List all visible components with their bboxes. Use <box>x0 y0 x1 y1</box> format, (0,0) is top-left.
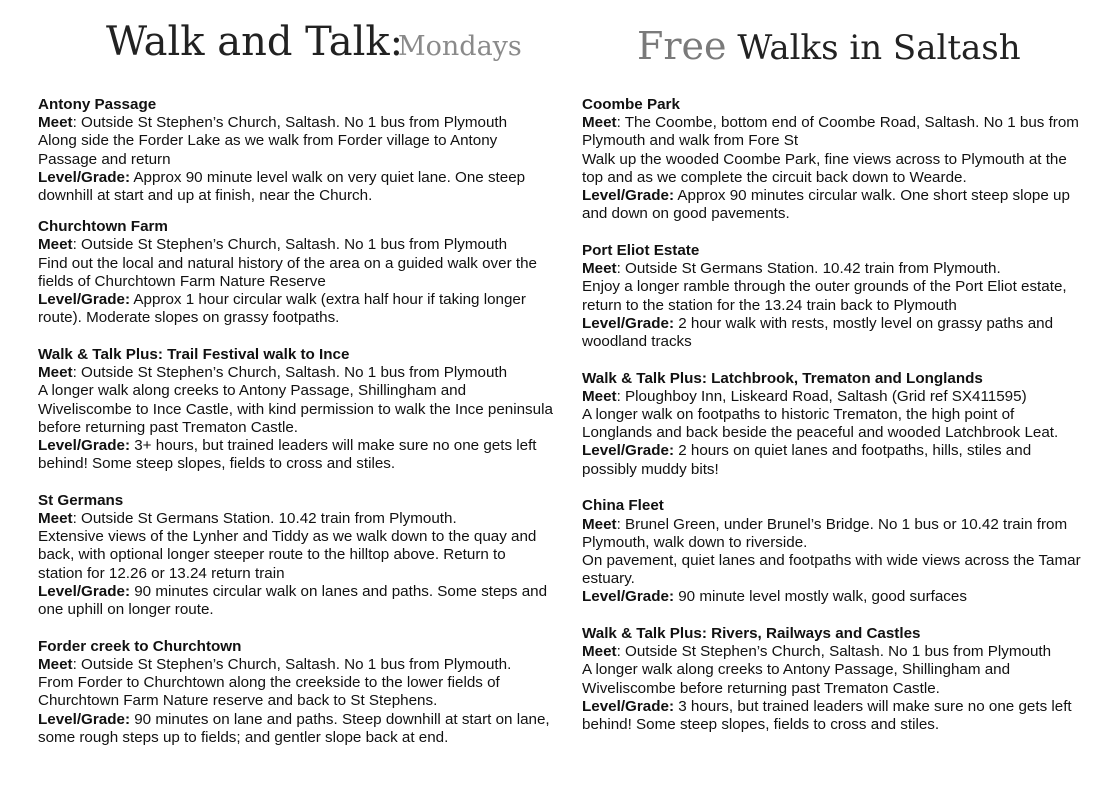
level-label: Level/Grade: <box>582 314 675 332</box>
meet-text: : Outside St Germans Station. 10.42 train from Plymouth. <box>72 510 457 528</box>
walk-entry <box>582 370 1087 479</box>
walk-entry <box>38 638 553 747</box>
level-text: Approx 1 hour circular walk (extra half hour if taking longer route). Moderate slopes on grassy footpaths. <box>38 291 526 327</box>
walk-meet <box>38 510 553 528</box>
walk-description: On pavement, quiet lanes and footpaths with wide views across the Tamar estuary. <box>582 551 1081 588</box>
day-subtitle: Mondays <box>398 31 522 62</box>
page-title: Walk and Talk: <box>106 19 404 65</box>
walk-meet <box>38 114 553 132</box>
level-label: Level/Grade: <box>582 187 675 205</box>
meet-label: Meet <box>582 643 617 661</box>
level-text: 2 hours on quiet lanes and footpaths, hills, stiles and possibly muddy bits! <box>582 442 1032 478</box>
walk-meet <box>582 388 1087 406</box>
walk-description: A longer walk along creeks to Antony Passage, Shillingham and Wiveliscombe to Ince Castle, with kind permission to walk the Ince peninsula before returning past Trematon Castle. <box>38 382 553 436</box>
walk-description: Walk up the wooded Coombe Park, fine views across to Plymouth at the top and as we complete the circuit back down to Wearde. <box>582 150 1067 186</box>
walk-description: Along side the Forder Lake as we walk from Forder village to Antony Passage and return <box>38 132 498 168</box>
meet-label: Meet <box>38 114 73 132</box>
meet-label: Meet <box>38 364 73 382</box>
walk-meet <box>582 114 1087 150</box>
walk-name: China Fleet <box>582 497 664 515</box>
level-label: Level/Grade: <box>38 436 131 454</box>
meet-text: : Outside St Stephen’s Church, Saltash. No 1 bus from Plymouth <box>616 643 1052 661</box>
walk-level <box>582 588 1087 606</box>
series-title-text: Walks in Saltash <box>737 28 1021 68</box>
walk-entry <box>38 346 553 473</box>
walk-level <box>582 698 1087 734</box>
meet-text: : Brunel Green, under Brunel’s Bridge. No 1 bus or 10.42 train from Plymouth, walk down to riverside. <box>582 515 1068 551</box>
walk-name: Churchtown Farm <box>38 218 168 236</box>
level-label: Level/Grade: <box>582 588 675 606</box>
level-label: Level/Grade: <box>38 710 131 728</box>
walk-name: Walk & Talk Plus: Rivers, Railways and Castles <box>582 625 921 643</box>
walk-name: Port Eliot Estate <box>582 241 700 259</box>
walk-name: St Germans <box>38 491 124 509</box>
level-text: 90 minutes on lane and paths. Steep downhill at start on lane, some rough steps up to fields; and gentler slope back at end. <box>38 710 550 746</box>
meet-text: : Outside St Stephen’s Church, Saltash. No 1 bus from Plymouth. <box>72 655 512 673</box>
walk-description: Find out the local and natural history of the area on a guided walk over the fields of Churchtown Farm Nature Reserve <box>38 254 537 290</box>
level-label: Level/Grade: <box>582 697 675 715</box>
right-column <box>582 96 1087 734</box>
level-text: Approx 90 minutes circular walk. One short steep slope up and down on good pavements. <box>582 187 1070 223</box>
series-title <box>637 24 1021 68</box>
meet-label: Meet <box>582 114 617 132</box>
walk-level <box>38 583 553 619</box>
walk-meet <box>582 516 1087 552</box>
walk-meet <box>582 643 1087 661</box>
walk-level <box>582 442 1087 478</box>
level-label: Level/Grade: <box>38 582 131 600</box>
level-text: 2 hour walk with rests, mostly level on grassy paths and woodland tracks <box>582 314 1054 350</box>
walk-name: Coombe Park <box>582 96 680 113</box>
walk-name: Walk & Talk Plus: Latchbrook, Trematon and Longlands <box>582 369 983 387</box>
walk-description: From Forder to Churchtown along the creekside to the lower fields of Churchtown Farm Nature reserve and back to St Stephens. <box>38 674 500 710</box>
walk-description: A longer walk on footpaths to historic Trematon, the high point of Longlands and back beside the peaceful and wooded Latchbrook Leat. <box>582 406 1059 442</box>
walk-level <box>38 437 553 473</box>
meet-label: Meet <box>38 655 73 673</box>
meet-label: Meet <box>38 510 73 528</box>
walk-entry <box>38 492 553 619</box>
level-text: 90 minute level mostly walk, good surfaces <box>674 588 967 606</box>
walk-level <box>38 711 553 747</box>
walk-entry <box>582 96 1087 223</box>
meet-label: Meet <box>582 387 617 405</box>
meet-text: : Outside St Germans Station. 10.42 train from Plymouth. <box>616 260 1001 278</box>
level-text: 3+ hours, but trained leaders will make sure no one gets left behind! Some steep slopes, fields to cross and stiles. <box>38 436 537 473</box>
walk-entry <box>582 497 1087 606</box>
walk-meet <box>38 364 553 382</box>
walk-name: Walk & Talk Plus: Trail Festival walk to Ince <box>38 345 350 363</box>
walk-entry <box>38 96 553 205</box>
free-label: Free <box>637 24 727 68</box>
meet-label: Meet <box>582 260 617 278</box>
walk-meet <box>38 236 553 254</box>
walk-entry <box>582 242 1087 351</box>
walk-level <box>38 169 553 205</box>
walk-level <box>582 187 1087 223</box>
walk-level <box>38 291 553 327</box>
level-text: Approx 90 minute level walk on very quiet lane. One steep downhill at start and up at finish, near the Church. <box>38 168 526 205</box>
meet-text: : Outside St Stephen’s Church, Saltash. No 1 bus from Plymouth <box>72 364 508 382</box>
walk-name: Antony Passage <box>38 96 157 113</box>
walk-description: A longer walk along creeks to Antony Passage, Shillingham and Wiveliscombe before returning past Trematon Castle. <box>582 661 1011 697</box>
meet-text: : Outside St Stephen’s Church, Saltash. No 1 bus from Plymouth <box>72 236 508 254</box>
meet-text: : Outside St Stephen’s Church, Saltash. No 1 bus from Plymouth <box>72 114 508 132</box>
level-label: Level/Grade: <box>582 442 675 460</box>
walk-description: Extensive views of the Lynher and Tiddy as we walk down to the quay and back, with optional longer steeper route to the hilltop above. Return to station for 12.26 or 13.24 return train <box>38 528 537 582</box>
walk-meet <box>582 260 1087 278</box>
level-label: Level/Grade: <box>38 168 131 186</box>
meet-text: : Ploughboy Inn, Liskeard Road, Saltash (Grid ref SX411595) <box>616 387 1027 405</box>
walk-name: Forder creek to Churchtown <box>38 637 242 655</box>
level-text: 90 minutes circular walk on lanes and paths. Some steps and one uphill on longer route. <box>38 582 548 619</box>
left-column <box>38 96 553 747</box>
level-label: Level/Grade: <box>38 291 131 309</box>
level-text: 3 hours, but trained leaders will make sure no one gets left behind! Some steep slopes, fields to cross and stiles. <box>582 697 1072 734</box>
walk-description: Enjoy a longer ramble through the outer grounds of the Port Eliot estate, return to the station for the 13.24 train back to Plymouth <box>582 278 1067 314</box>
meet-text: : The Coombe, bottom end of Coombe Road, Saltash. No 1 bus from Plymouth and walk from Fore St <box>582 114 1079 150</box>
walk-meet <box>38 656 553 674</box>
meet-label: Meet <box>38 236 73 254</box>
walk-entry <box>38 218 553 327</box>
walk-level <box>582 315 1087 351</box>
meet-label: Meet <box>582 515 617 533</box>
walk-entry <box>582 625 1087 734</box>
